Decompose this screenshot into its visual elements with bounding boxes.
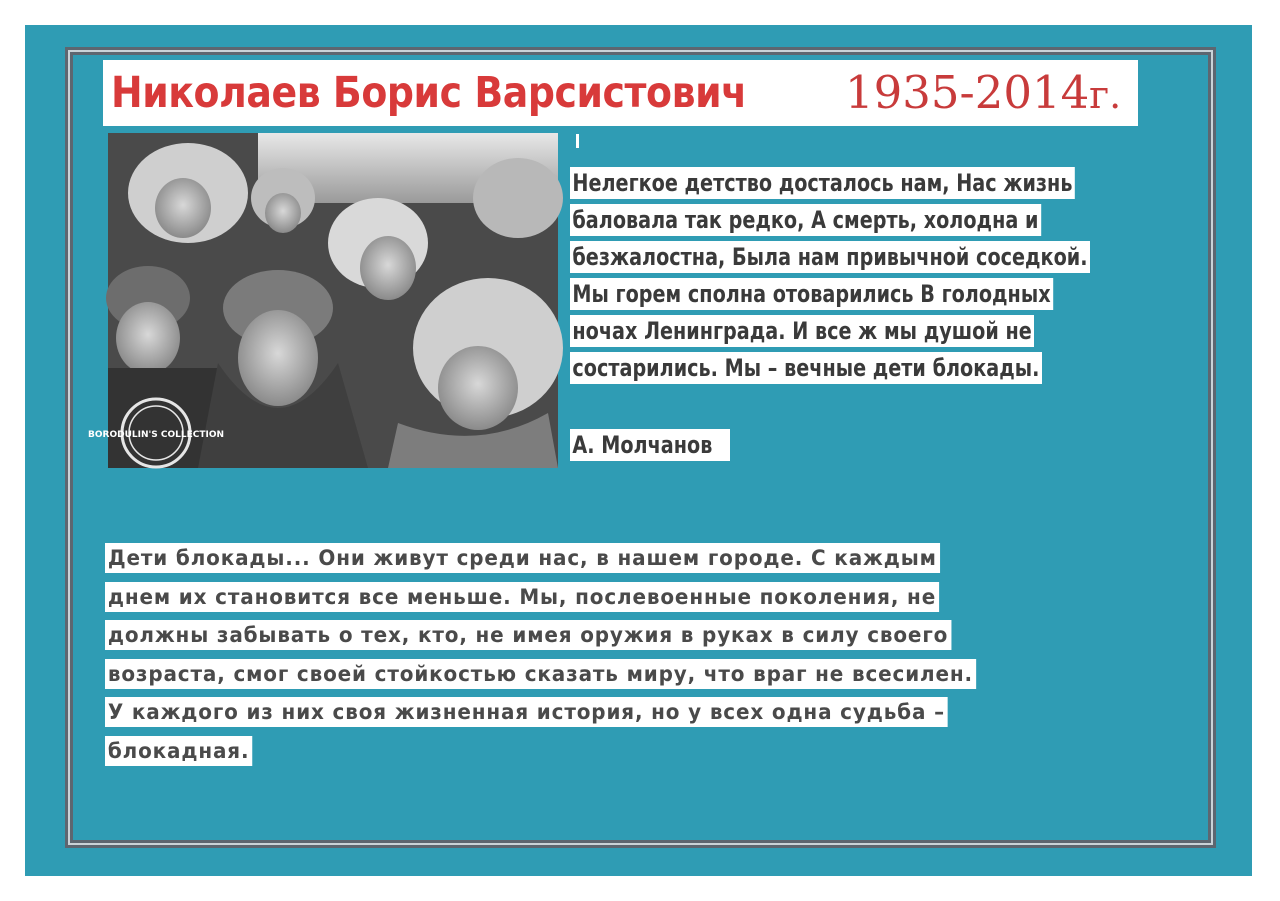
poem-line: баловала так редко, А смерть, холодна и	[570, 204, 1041, 236]
body-line: возраста, смог своей стойкостью сказать миру, что враг не всесилен.	[105, 659, 976, 689]
body-paragraph	[105, 543, 1185, 774]
body-line: У каждого из них своя жизненная история, но у всех одна судьба –	[105, 697, 948, 727]
title-bar	[103, 60, 1138, 126]
page-card	[25, 25, 1252, 876]
blockade-children-photo	[87, 133, 558, 468]
body-line: блокадная.	[105, 736, 252, 766]
poem-block	[570, 167, 1170, 389]
poem-line: состарились. Мы – вечные дети блокады.	[570, 352, 1042, 384]
poem-author-block	[570, 429, 770, 466]
poem-line: безжалостна, Была нам привычной соседкой.	[570, 241, 1090, 273]
body-line: днем их становится все меньше. Мы, послевоенные поколения, не	[105, 582, 939, 612]
years-suffix: г.	[1089, 73, 1122, 117]
person-name: Николаев Борис Варсистович	[111, 68, 747, 118]
body-line: Дети блокады... Они живут среди нас, в нашем городе. С каждым	[105, 543, 940, 573]
life-years	[845, 66, 1121, 122]
photo-watermark: BORODULIN'S COLLECTION	[87, 430, 225, 440]
poem-line: Нелегкое детство досталось нам, Нас жизнь	[570, 167, 1075, 199]
years-range: 1935-2014	[845, 66, 1090, 119]
poem-line: ночах Ленинграда. И все ж мы душой не	[570, 315, 1034, 347]
body-line: должны забывать о тех, кто, не имея оружия в руках в силу своего	[105, 620, 951, 650]
photo-illustration	[87, 133, 558, 468]
poem-author: А. Молчанов	[570, 429, 730, 461]
divider-tick	[576, 134, 579, 148]
poem-line: Мы горем сполна отоварились В голодных	[570, 278, 1053, 310]
